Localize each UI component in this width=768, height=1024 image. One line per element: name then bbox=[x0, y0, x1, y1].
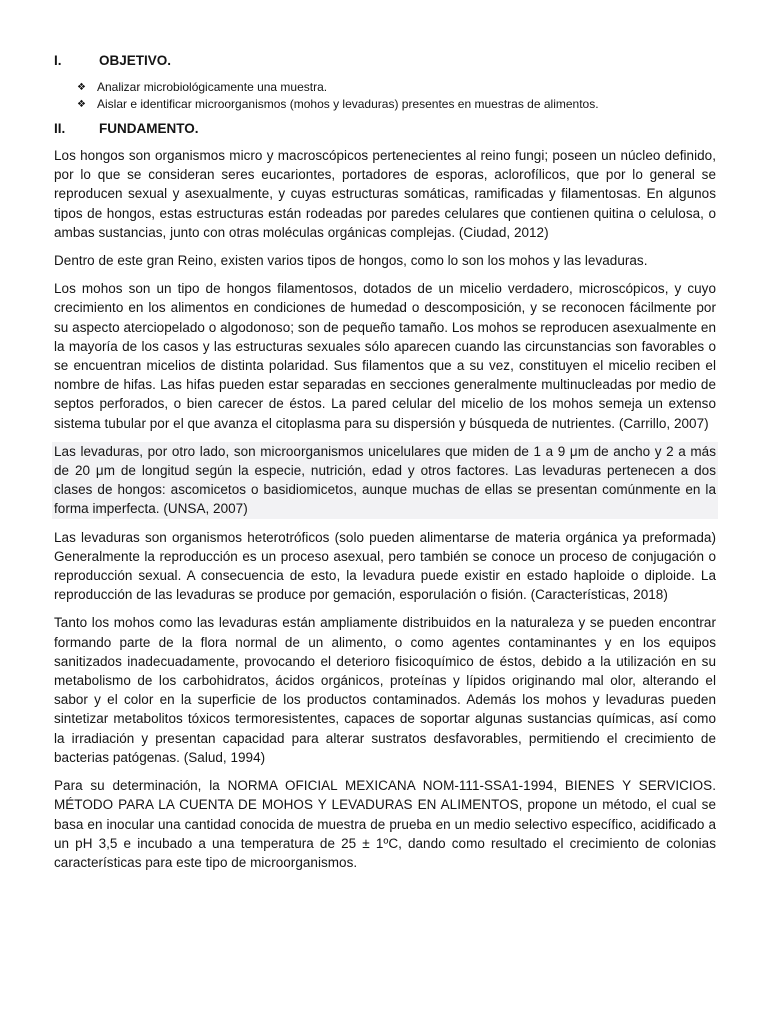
list-item-text: Aislar e identificar microorganismos (mohos y levaduras) presentes en muestras de alimentos. bbox=[97, 97, 599, 111]
section-heading-fundamento bbox=[54, 120, 716, 138]
section-title: FUNDAMENTO. bbox=[99, 121, 199, 136]
section-number: II. bbox=[54, 121, 66, 136]
list-item bbox=[77, 79, 716, 96]
paragraph-hongos: Los hongos son organismos micro y macroscópicos pertenecientes al reino fungi; poseen un núcleo definido, por lo que se consideran seres eucariontes, portadores de esporas, aclorofílicos, que por lo general se reproducen sexual y asexualmente, y cuyas estructuras somáticas, ramificadas y filamentosas. En algunos tipos de hongos, estas estructuras están rodeadas por paredes celulares que contienen quitina o celulosa, o ambas sustancias, junto con otras moléculas orgánicas complejas. (Ciudad, 2012) bbox=[54, 148, 716, 240]
paragraph-distribucion: Tanto los mohos como las levaduras están ampliamente distribuidos en la naturaleza y se pueden encontrar formando parte de la flora normal de un alimento, o como agentes contaminantes y en los equipos sanitizados inadecuadamente, provocando el deterioro fisicoquímico de éstos, debido a la utilización en su metabolismo de los carbohidratos, ácidos orgánicos, proteínas y lípidos originando mal olor, alterando el sabor y el color en la superficie de los productos contaminados. Además los mohos y levaduras pueden sintetizar metabolitos tóxicos termoresistentes, capaces de soportar algunas sustancias químicas, así como la irradiación y presentan capacidad para alterar sustratos desfavorables, permitiendo el crecimiento de bacterias patógenas. (Salud, 1994) bbox=[54, 615, 716, 765]
document-content bbox=[54, 52, 716, 881]
objectives-list bbox=[54, 79, 716, 113]
section-title: OBJETIVO. bbox=[99, 53, 172, 68]
paragraph-levaduras-heterotroficos: Las levaduras son organismos heterotróficos (solo pueden alimentarse de materia orgánica ya preformada) Generalmente la reproducción es un proceso asexual, pero también se conoce un proceso de conjugación o reproducción sexual. A consecuencia de esto, la levadura puede existir en estado haploide o diploide. La reproducción de las levaduras se produce por gemación, esporulación o fisión. (Características, 2018) bbox=[54, 529, 716, 603]
paragraph-levaduras: Las levaduras, por otro lado, son microorganismos unicelulares que miden de 1 a 9 μm de ancho y 2 a más de 20 μm de longitud según la especie, nutrición, edad y otros factores. Las levaduras pertenecen a dos clases de hongos: ascomicetos o basidiomicetos, aunque muchas de ellas se presentan comúnmente en la forma imperfecta. (UNSA, 2007) bbox=[52, 442, 718, 519]
paragraph-reino: Dentro de este gran Reino, existen varios tipos de hongos, como lo son los mohos y las levaduras. bbox=[54, 253, 648, 269]
diamond-bullet-icon: ❖ bbox=[77, 99, 86, 110]
list-item bbox=[77, 96, 716, 113]
list-item-text: Analizar microbiológicamente una muestra. bbox=[97, 80, 328, 94]
section-number: I. bbox=[54, 53, 62, 68]
section-heading-objetivo bbox=[54, 52, 716, 70]
paragraph-norma: Para su determinación, la NORMA OFICIAL MEXICANA NOM-111-SSA1-1994, BIENES Y SERVICIOS. MÉTODO PARA LA CUENTA DE MOHOS Y LEVADURAS EN ALIMENTOS, propone un método, el cual se basa en inocular una cantidad conocida de muestra de prueba en un medio selectivo específico, acidificado a un pH 3,5 e incubado a una temperatura de 25 ± 1ºC, dando como resultado el crecimiento de colonias características para este tipo de microorganismos. bbox=[54, 778, 716, 870]
diamond-bullet-icon: ❖ bbox=[77, 82, 86, 93]
paragraph-mohos: Los mohos son un tipo de hongos filamentosos, dotados de un micelio verdadero, microscópicos, y cuyo crecimiento en los alimentos en condiciones de humedad o descomposición, y se reconocen fácilmente por su aspecto aterciopelado o algodonoso; son de pequeño tamaño. Los mohos se reproducen asexualmente en la mayoría de los casos y las estructuras sexuales sólo aparecen cuando las circunstancias son favorables o se encuentran micelios de distinta polaridad. Sus filamentos que a su vez, constituyen el micelio reciben el nombre de hifas. Las hifas pueden estar separadas en secciones generalmente multinucleadas por medio de septos perforados, o bien carecer de éstos. La pared celular del micelio de los mohos semeja un extenso sistema tubular por el que avanza el citoplasma para su dispersión y búsqueda de nutrientes. (Carrillo, 2007) bbox=[54, 281, 716, 431]
